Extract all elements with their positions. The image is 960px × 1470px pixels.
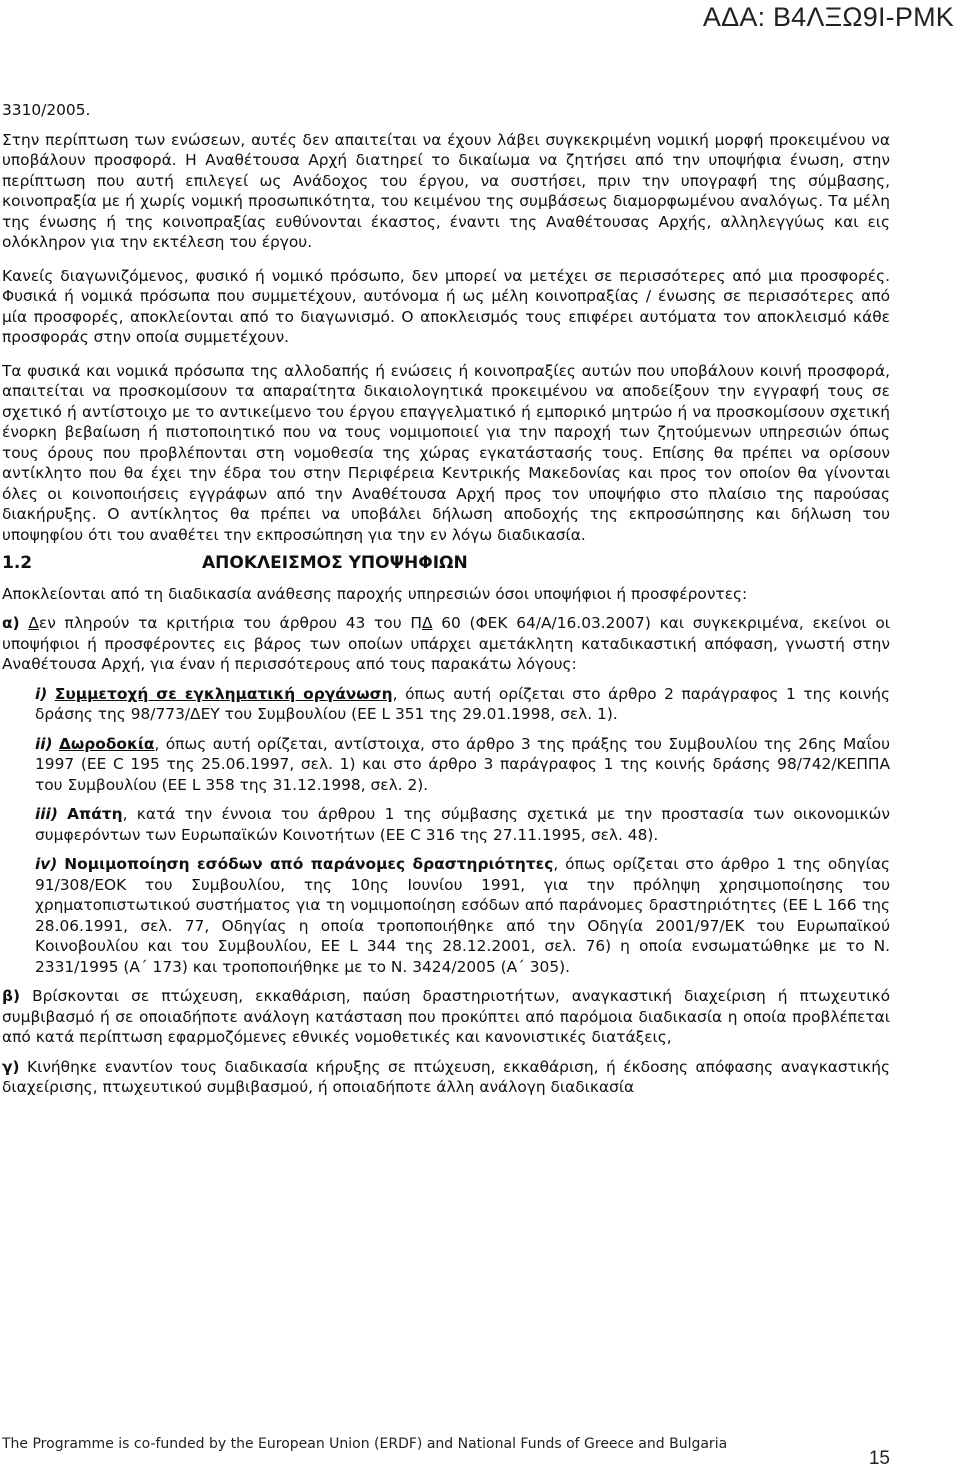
- item-ii-marker: ii): [35, 734, 53, 753]
- item-iv: [2, 854, 890, 977]
- item-a-underlined-2: Δ: [421, 614, 433, 632]
- cofunding-footer: The Programme is co-funded by the European Union (ERDF) and National Funds of Greece and Bulgaria: [2, 1436, 728, 1452]
- item-iii-text: , κατά την έννοια του άρθρου 1 της σύμβασης σχετικά με την προστασία των οικονομικών συμφερόντων των Ευρωπαϊκών Κοινοτήτων (ΕΕ C 316 της 27.11.1995, σελ. 48).: [35, 805, 890, 844]
- paragraph-exclusion-intro: Αποκλείονται από τη διαδικασία ανάθεσης παροχής υπηρεσιών όσοι υποψήφιοι ή προσφέροντες:: [2, 584, 748, 603]
- item-i: [2, 684, 890, 725]
- item-i-marker: i): [35, 684, 48, 703]
- item-iii-bold: Απάτη: [67, 805, 123, 823]
- item-c-marker: γ): [2, 1057, 20, 1076]
- section-heading: [2, 553, 890, 574]
- ada-code: ΑΔΑ: Β4ΛΞΩ9Ι-ΡΜΚ: [702, 2, 954, 32]
- item-b: [2, 986, 890, 1048]
- paragraph-foreign-entities: Τα φυσικά και νομικά πρόσωπα της αλλοδαπής ή ενώσεις ή κοινοπραξίες αυτών που υποβάλουν κοινή προσφορά, απαιτείται να προσκομίσουν τα απαραίτητα δικαιολογητικά προκειμένου να αποδείξουν την εγγραφή τους σε σχετικό ή αντίστοιχο με το αντικείμενο του έργου επαγγελματικό ή εμπορικό μητρώο ή να προσκομίσουν σχετική ένορκη βεβαίωση ή πιστοποιητικό που να τους νομιμοποιεί για την παροχή των ζητούμενων υπηρεσιών όπως τους όρους που προβλέπονται στη νομοθεσία της χώρας εγκατάστασής τους. Επίσης θα πρέπει να ορίσουν αντίκλητο που θα έχει την έδρα του στην Περιφέρεια Κεντρικής Μακεδονίας και προς τον οποίον θα γίνονται όλες οι κοινοποιήσεις εγγράφων από την Αναθέτουσα Αρχή προς τον υποψήφιο στο πλαίσιο της παρούσας διακήρυξης. Ο αντίκλητος θα πρέπει να υποβάλει δήλωση αποδοχής της εκπροσώπησης και δήλωση του υποψηφίου ότι του αναθέτει την εκπροσώπηση για την εν λόγω διαδικασία.: [2, 361, 890, 544]
- item-iv-marker: iv): [35, 855, 58, 873]
- item-i-text: , όπως αυτή ορίζεται στο άρθρο 2 παράγραφος 1 της κοινής δράσης της 98/773/ΔΕΥ του Συμβουλίου (ΕΕ L 351 της 29.01.1998, σελ. 1).: [35, 684, 890, 723]
- item-ii-text: , όπως αυτή ορίζεται, αντίστοιχα, στο άρθρο 3 της πράξης του Συμβουλίου της 26ης Μαΐου 1997 (ΕΕ C 195 της 25.06.1997, σελ. 1) και στο άρθρο 3 παράγραφος 1 της κοινής δράσης 98/742/ΚΕΠΠΑ του Συμβουλίου (ΕΕ L 358 της 31.12.1998, σελ. 2).: [35, 734, 890, 794]
- paragraph-unions: Στην περίπτωση των ενώσεων, αυτές δεν απαιτείται να έχουν λάβει συγκεκριμένη νομική μορφή προκειμένου να υποβάλουν προσφορά. Η Αναθέτουσα Αρχή διατηρεί το δικαίωμα να ζητήσει από την υποψήφια ένωση, στην περίπτωση που αυτή επιλεγεί ως Ανάδοχος του έργου, να συστήσει, πριν την υπογραφή της σύμβασης, κοινοπραξία με ή χωρίς νομική προσωπικότητα, του κειμένου της συμβάσεως διαμορφωμένου αναλόγως. Τα μέλη της ένωσης ή της κοινοπραξίας ευθύνονται έκαστος, έναντι της Αναθέτουσας Αρχής, αλληλεγγύως και εις ολόκληρον για την εκτέλεση του έργου.: [2, 130, 890, 251]
- section-number: 1.2: [2, 553, 33, 573]
- item-iv-bold: Νομιμοποίηση εσόδων από παράνομες δραστηριότητες: [64, 855, 554, 873]
- item-i-bold: Συμμετοχή σε εγκληματική οργάνωση: [54, 684, 393, 703]
- item-a: [2, 613, 890, 675]
- item-a-underlined: Δ: [28, 614, 39, 632]
- item-a-text-2: 60 (ΦΕΚ 64/Α/16.03.2007) και συγκεκριμένα, εκείνοι οι υποψήφιοι ή προσφέροντες εις βάρος των οποίων υπάρχει αμετάκλητη καταδικαστική απόφαση, γνωστή στην Αναθέτουσα Αρχή, για έναν ή περισσότερους από τους παρακάτω λόγους:: [2, 614, 890, 673]
- page-number: 15: [868, 1448, 890, 1469]
- paragraph-single-offer: Κανείς διαγωνιζόμενος, φυσικό ή νομικό πρόσωπο, δεν μπορεί να μετέχει σε περισσότερες από μια προσφορές. Φυσικά ή νομικά πρόσωπα που συμμετέχουν, αυτόνομα ή ως μέλη κοινοπραξίας / ένωσης σε περισσότερες από μία προσφορές, αποκλείονται από το διαγωνισμό. Ο αποκλεισμός τους επιφέρει αυτόματα τον αποκλεισμό κάθε προσφοράς στην οποία συμμετέχουν.: [2, 266, 890, 346]
- item-b-marker: β): [2, 987, 21, 1005]
- paragraph-law-ref: 3310/2005.: [2, 101, 91, 119]
- item-b-text: Βρίσκονται σε πτώχευση, εκκαθάριση, παύση δραστηριοτήτων, αναγκαστική διαχείριση ή πτωχευτικό συμβιβασμό ή σε οποιαδήποτε ανάλογη κατάσταση που προκύπτει από παρόμοια διαδικασία η οποία προβλέπεται από κατά περίπτωση εφαρμοζόμενες εθνικές νομοθετικές και κανονιστικές διατάξεις,: [2, 987, 890, 1046]
- document-body: [2, 100, 890, 1098]
- item-ii-bold: Δωροδοκία: [58, 734, 155, 753]
- item-ii: [2, 734, 890, 796]
- item-a-text: εν πληρούν τα κριτήρια του άρθρου 43 του Π: [38, 614, 422, 632]
- section-title: ΑΠΟΚΛΕΙΣΜΟΣ ΥΠΟΨΗΦΙΩΝ: [202, 553, 468, 573]
- item-iv-text: , όπως ορίζεται στο άρθρο 1 της οδηγίας 91/308/ΕΟΚ του Συμβουλίου, της 10ης Ιουνίου 1991, για την πρόληψη χρησιμοποίησης του χρηματοπιστωτικού συστήματος για τη νομιμοποίηση εσόδων από παράνομες δραστηριότητες (ΕΕ L 166 της 28.06.1991, σελ. 77, Οδηγίας η οποία τροποποιήθηκε από την Οδηγία 2001/97/ΕΚ του Ευρωπαϊκού Κοινοβουλίου και του Συμβουλίου, ΕΕ L 344 της 28.12.2001, σελ. 76) η οποία ενσωματώθηκε με το Ν. 2331/1995 (Α΄ 173) και τροποποιήθηκε με το Ν. 3424/2005 (Α΄ 305).: [35, 855, 890, 976]
- item-c: [2, 1057, 890, 1098]
- item-iii-marker: iii): [35, 805, 58, 823]
- item-c-text: Κινήθηκε εναντίον τους διαδικασία κήρυξης σε πτώχευση, εκκαθάριση, ή έκδοσης απόφασης αναγκαστικής διαχείρισης, πτωχευτικού συμβιβασμού, ή οποιαδήποτε άλλη ανάλογη διαδικασία: [2, 1057, 890, 1096]
- item-iii: [2, 804, 890, 845]
- item-a-marker: α): [2, 614, 20, 632]
